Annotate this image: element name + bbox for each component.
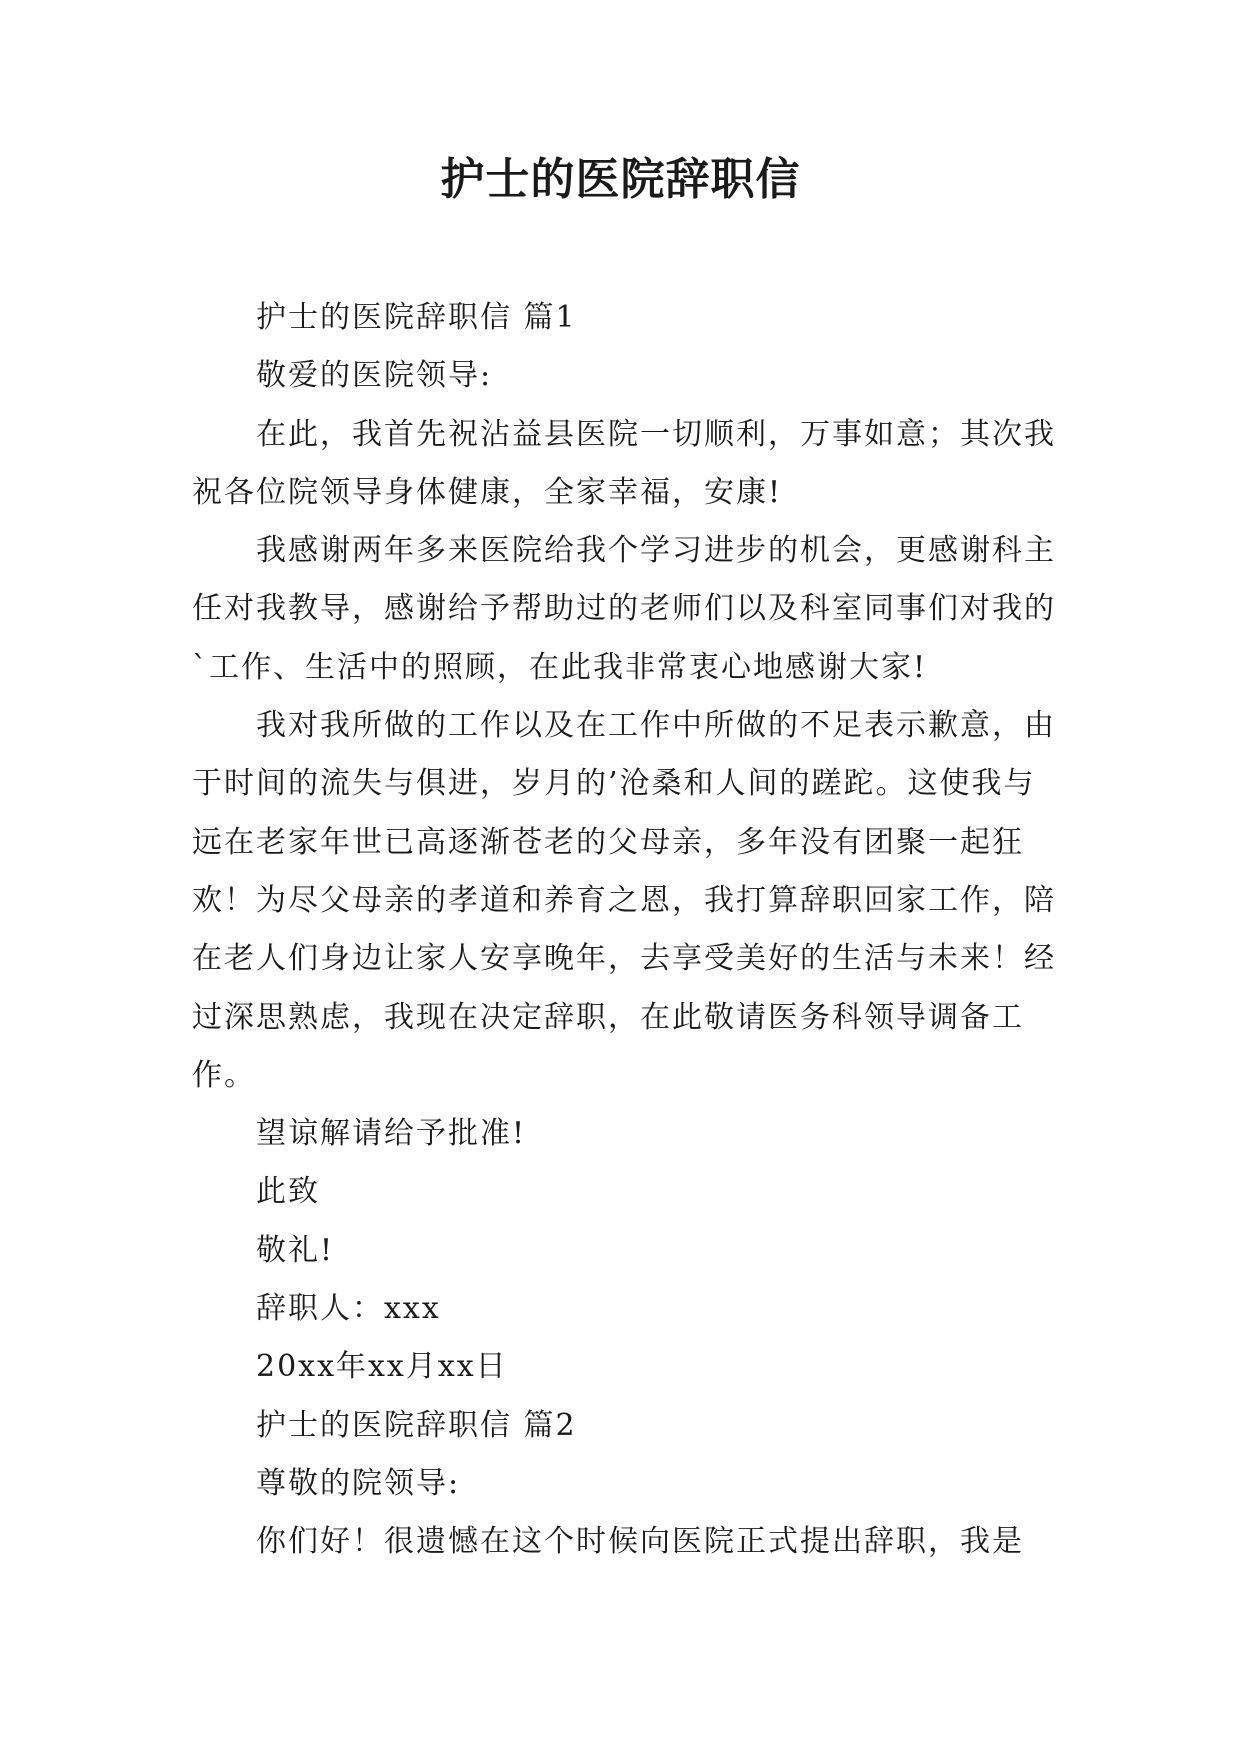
salutation: 敬爱的医院领导: bbox=[256, 358, 493, 394]
closing-request: 望谅解请给予批准! bbox=[256, 1116, 527, 1152]
closing-phrase: 此致 bbox=[256, 1174, 320, 1210]
salutation: 尊敬的院领导: bbox=[256, 1465, 461, 1501]
date-line: 20xx年xx月xx日 bbox=[256, 1349, 508, 1385]
paragraph: 在此，我首先祝沾益县医院一切顺利，万事如意；其次我祝各位院领导身体健康，全家幸福，安康! bbox=[192, 416, 1056, 510]
document-body bbox=[192, 289, 1064, 1572]
paragraph: 我感谢两年多来医院给我个学习进步的机会，更感谢科主任对我教导，感谢给予帮助过的老师们以及科室同事们对我的`工作、生活中的照顾，在此我非常衷心地感谢大家! bbox=[192, 533, 1056, 685]
signature-line: 辞职人：xxx bbox=[256, 1291, 441, 1327]
paragraph: 我对我所做的工作以及在工作中所做的不足表示歉意，由于时间的流失与俱进，岁月的’沧桑和人间的蹉跎。这使我与远在老家年世已高逐渐苍老的父母亲，多年没有团聚一起狂欢！为尽父母亲的孝道和养育之恩，我打算辞职回家工作，陪在老人们身边让家人安享晚年，去享受美好的生活与未来！经过深思熟虑，我现在决定辞职，在此敬请医务科领导调备工作。 bbox=[192, 708, 1056, 1093]
section-heading: 护士的医院辞职信 篇1 bbox=[256, 300, 577, 335]
section-heading: 护士的医院辞职信 篇2 bbox=[256, 1407, 577, 1443]
document-title: 护士的医院辞职信 bbox=[440, 154, 801, 205]
paragraph: 你们好！很遗憾在这个时候向医院正式提出辞职，我是 bbox=[256, 1524, 1024, 1560]
closing-salute: 敬礼! bbox=[256, 1232, 335, 1268]
